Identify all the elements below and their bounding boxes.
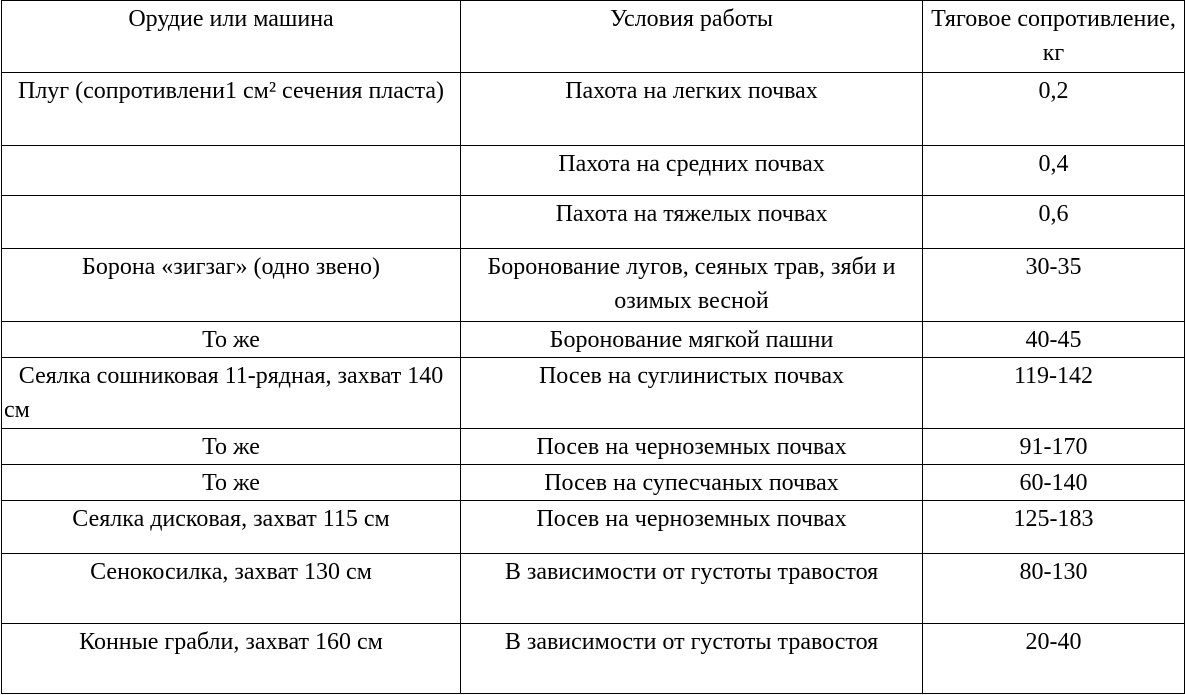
- table-row: [2, 73, 1185, 146]
- cell-implement: Сеялка сошниковая 11-рядная, захват 140 см: [2, 358, 461, 429]
- cell-implement: То же: [2, 465, 461, 501]
- cell-conditions: Пахота на легких почвах: [461, 73, 923, 146]
- table-row: [2, 249, 1185, 322]
- cell-resistance: 125-183: [923, 501, 1185, 554]
- cell-implement: [2, 146, 461, 196]
- cell-implement: Сеялка дисковая, захват 115 см: [2, 501, 461, 554]
- cell-implement: [2, 196, 461, 249]
- table-row: [2, 196, 1185, 249]
- cell-resistance: 0,2: [923, 73, 1185, 146]
- cell-resistance: 119-142: [923, 358, 1185, 429]
- cell-implement: То же: [2, 322, 461, 358]
- cell-conditions: Пахота на средних почвах: [461, 146, 923, 196]
- cell-conditions: Боронование лугов, сеяных трав, зяби и озимых весной: [461, 249, 923, 322]
- cell-resistance: 0,6: [923, 196, 1185, 249]
- cell-conditions: Посев на черноземных почвах: [461, 429, 923, 465]
- cell-resistance: 30-35: [923, 249, 1185, 322]
- cell-resistance: 40-45: [923, 322, 1185, 358]
- cell-implement: Сенокосилка, захват 130 см: [2, 554, 461, 624]
- table-row: [2, 554, 1185, 624]
- table-header-row: [2, 1, 1185, 73]
- traction-resistance-table: [1, 0, 1185, 694]
- header-conditions: Условия работы: [461, 1, 923, 73]
- header-implement: Орудие или машина: [2, 1, 461, 73]
- cell-conditions: Посев на суглинистых почвах: [461, 358, 923, 429]
- table-row: [2, 322, 1185, 358]
- cell-resistance: 91-170: [923, 429, 1185, 465]
- cell-implement: Плуг (сопротивлени1 см² сечения пласта): [2, 73, 461, 146]
- cell-resistance: 80-130: [923, 554, 1185, 624]
- table-row: [2, 358, 1185, 429]
- cell-implement: Борона «зигзаг» (одно звено): [2, 249, 461, 322]
- cell-conditions: Пахота на тяжелых почвах: [461, 196, 923, 249]
- cell-implement: То же: [2, 429, 461, 465]
- cell-conditions: Боронование мягкой пашни: [461, 322, 923, 358]
- table-row: [2, 624, 1185, 694]
- header-resistance: Тяговое сопротивление, кг: [923, 1, 1185, 73]
- cell-resistance: 60-140: [923, 465, 1185, 501]
- cell-conditions: Посев на супесчаных почвах: [461, 465, 923, 501]
- table-row: [2, 429, 1185, 465]
- cell-conditions: В зависимости от густоты травостоя: [461, 624, 923, 694]
- cell-implement: Конные грабли, захват 160 см: [2, 624, 461, 694]
- cell-resistance: 20-40: [923, 624, 1185, 694]
- cell-resistance: 0,4: [923, 146, 1185, 196]
- cell-conditions: В зависимости от густоты травостоя: [461, 554, 923, 624]
- cell-conditions: Посев на черноземных почвах: [461, 501, 923, 554]
- table-row: [2, 501, 1185, 554]
- table-row: [2, 146, 1185, 196]
- table-row: [2, 465, 1185, 501]
